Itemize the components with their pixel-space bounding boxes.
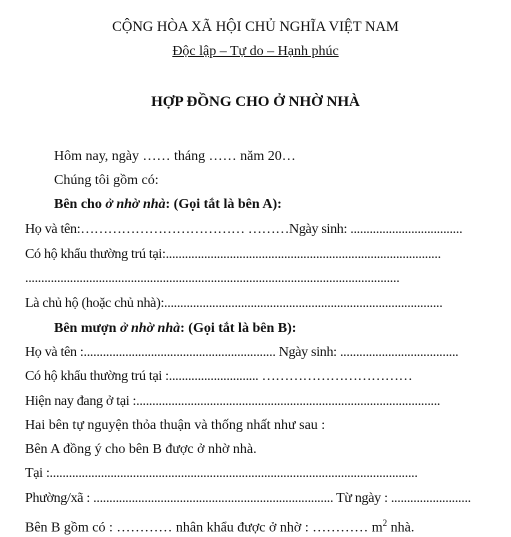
- party-b-name-line: Họ và tên :............................................................ Ngày sinh: .....................................: [25, 345, 459, 360]
- intro-line: Chúng tôi gồm có:: [54, 173, 159, 188]
- agreement-line: Hai bên tự nguyện thỏa thuận và thống nhất như sau :: [25, 418, 326, 433]
- square-meter-superscript: 2: [382, 518, 388, 528]
- members-line: [25, 515, 414, 537]
- ward-line: Phường/xã : ........................................................................... Từ ngày : .........................: [25, 491, 471, 506]
- country-header: CỘNG HÒA XÃ HỘI CHỦ NGHĨA VIỆT NAM: [112, 19, 399, 35]
- party-b-residence-line: Có hộ khẩu thường trú tại :............................ ……………………………: [25, 369, 413, 384]
- date-line: Hôm nay, ngày …… tháng …… năm 20…: [54, 149, 296, 164]
- motto: [0, 44, 511, 60]
- party-a-residence-line-2: .....................................................................................................................: [25, 271, 400, 286]
- party-b-heading-rest: : (Gọi tắt là bên B):: [180, 321, 297, 336]
- document-title: HỢP ĐỒNG CHO Ở NHỜ NHÀ: [151, 94, 360, 110]
- party-a-heading-rest: : (Gọi tắt là bên A):: [165, 197, 282, 212]
- party-a-heading-bold: Bên cho: [54, 197, 106, 212]
- party-a-heading-italic: ở nhờ nhà: [105, 197, 166, 212]
- members-line-end: nhà.: [387, 520, 415, 536]
- party-a-residence-line: Có hộ khẩu thường trú tại:......................................................................................: [25, 247, 441, 262]
- permission-line: Bên A đồng ý cho bên B được ở nhờ nhà.: [25, 442, 257, 457]
- party-b-heading-italic: ở nhờ nhà: [119, 321, 181, 336]
- members-line-text: Bên B gồm có : ………… nhân khẩu được ở nhờ : ………… m: [25, 520, 383, 536]
- party-a-owner-line: Là chủ hộ (hoặc chủ nhà):.......................................................................................: [25, 296, 443, 311]
- party-b-heading: [54, 321, 296, 337]
- party-b-heading-bold: Bên mượn: [54, 321, 120, 336]
- party-a-heading: [54, 197, 282, 213]
- party-b-current-line: Hiện nay đang ở tại :...............................................................................................: [25, 394, 441, 409]
- address-line: Tại :...................................................................................................................: [25, 466, 418, 481]
- motto-text: Độc lập – Tự do – Hạnh phúc: [172, 44, 339, 59]
- party-a-name-line: Họ và tên:……………………………… ………Ngày sinh: ...................................: [25, 222, 463, 237]
